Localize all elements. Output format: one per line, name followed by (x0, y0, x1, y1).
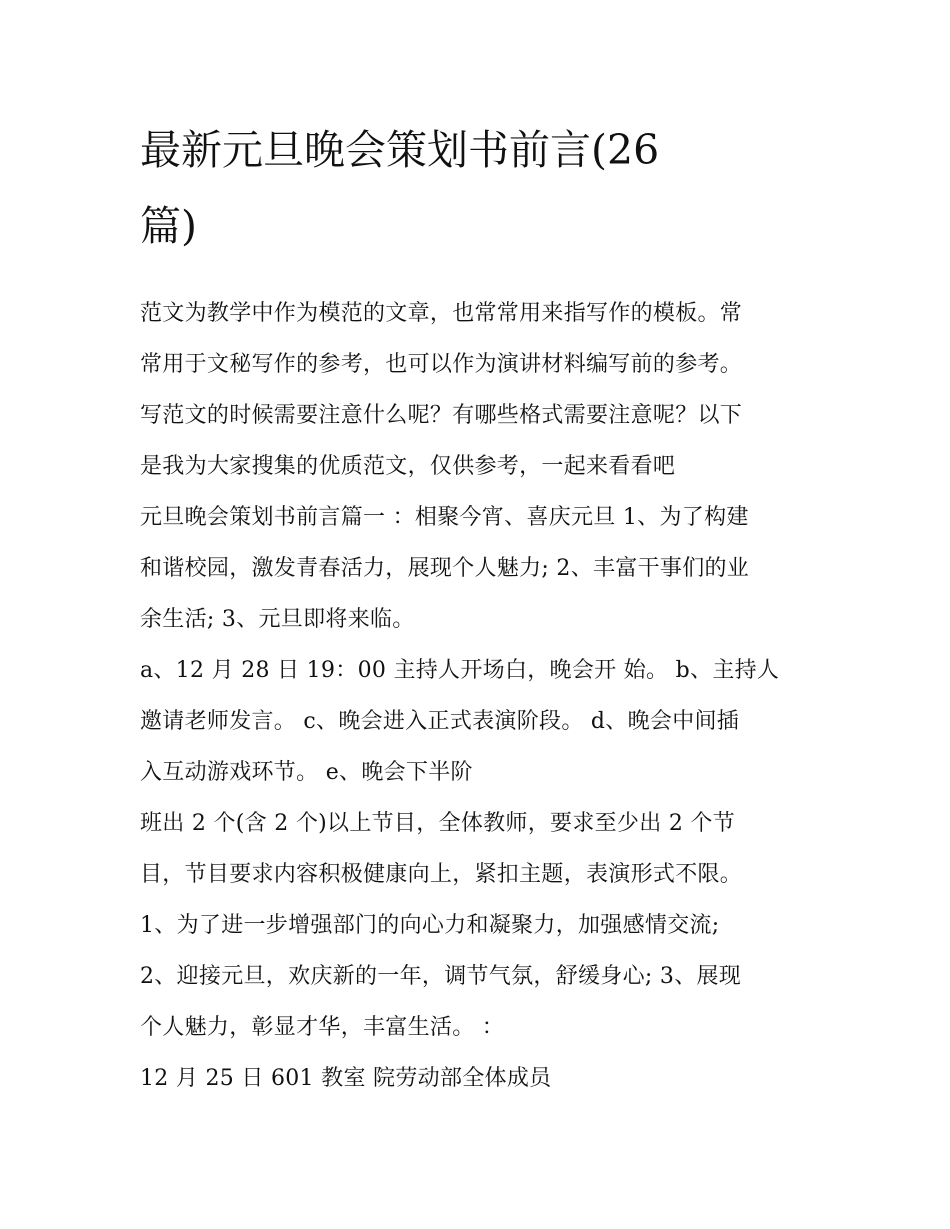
text-line: 邀请老师发言。 c、晚会进入正式表演阶段。 d、晚会中间插 (140, 709, 740, 734)
title-line: 篇) (140, 202, 197, 250)
program-requirements-paragraph (140, 798, 830, 900)
text-line: 目，节目要求内容积极健康向上，紧扣主题，表演形式不限。 (140, 862, 743, 887)
schedule-paragraph (140, 645, 830, 798)
text-line: 入互动游戏环节。 e、晚会下半阶 (140, 760, 473, 785)
text-line: 余生活; 3、元旦即将来临。 (140, 607, 415, 632)
text-line: 12 月 25 日 601 教室 院劳动部全体成员 (140, 1066, 552, 1091)
event-details-paragraph (140, 1053, 830, 1104)
document-page (140, 112, 830, 1104)
document-title (140, 112, 780, 264)
text-line: 常用于文秘写作的参考，也可以作为演讲材料编写前的参考。 (140, 352, 743, 377)
text-line: 个人魅力，彰显才华，丰富生活。 ： (140, 1015, 505, 1040)
purpose-paragraph (140, 900, 830, 1053)
text-line: 是我为大家搜集的优质范文，仅供参考，一起来看看吧 (140, 454, 676, 479)
section-one-paragraph (140, 492, 830, 645)
text-line: 1、为了进一步增强部门的向心力和凝聚力，加强感情交流; (140, 913, 720, 938)
text-line: 班出 2 个(含 2 个)以上节目，全体教师，要求至少出 2 个节 (140, 811, 736, 836)
text-line: 2、迎接元旦，欢庆新的一年，调节气氛，舒缓身心; 3、展现 (140, 964, 742, 989)
text-line: 元旦晚会策划书前言篇一 ：相聚今宵、喜庆元旦 1、为了构建 (140, 505, 749, 530)
text-line: 和谐校园，激发青春活力，展现个人魅力; 2、丰富干事们的业 (140, 556, 750, 581)
document-body (140, 288, 830, 1104)
intro-paragraph (140, 288, 830, 492)
text-line: 写范文的时候需要注意什么呢？有哪些格式需要注意呢？以下 (140, 403, 743, 428)
title-line: 最新元旦晚会策划书前言(26 (140, 126, 660, 174)
text-line: a、12 月 28 日 19：00 主持人开场白，晚会开 始。 b、主持人 (140, 658, 780, 683)
text-line: 范文为教学中作为模范的文章，也常常用来指写作的模板。常 (140, 301, 743, 326)
